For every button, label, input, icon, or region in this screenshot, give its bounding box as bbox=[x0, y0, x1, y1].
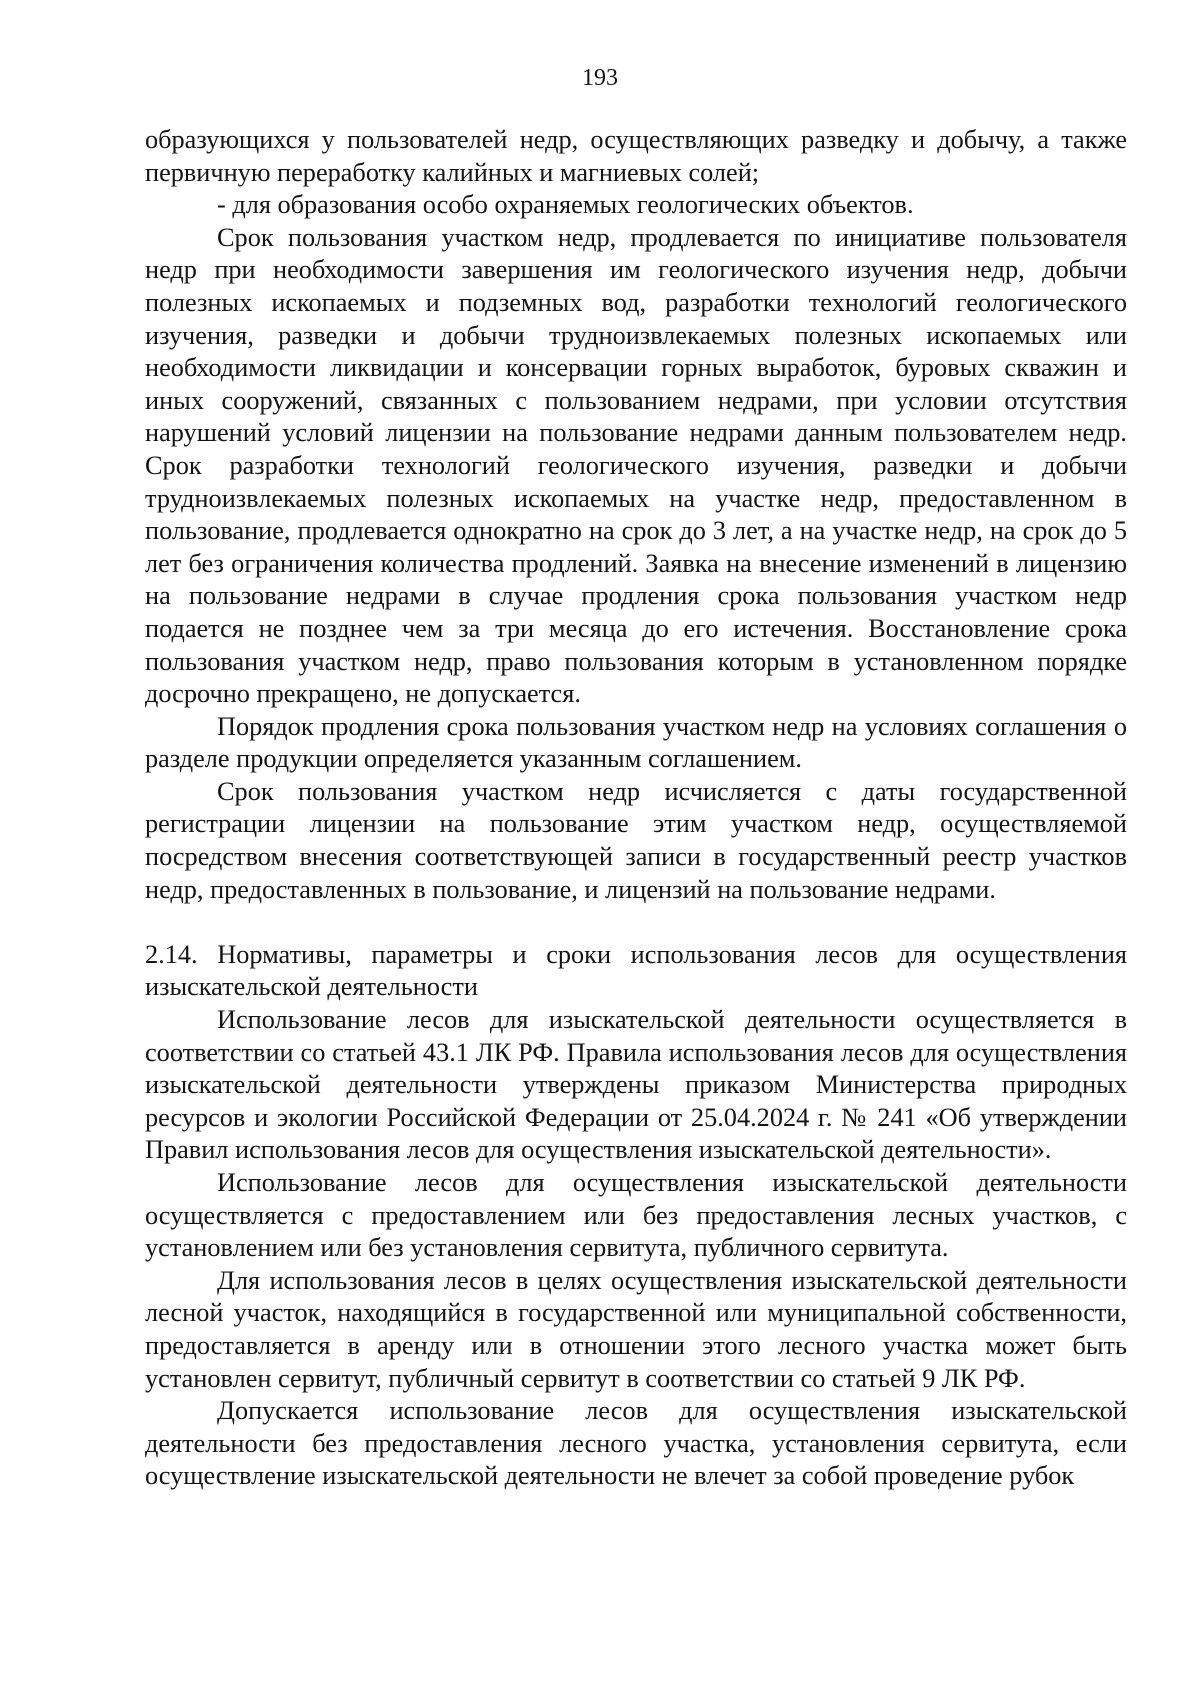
paragraph: Срок пользования участком недр, продлевается по инициативе пользователя недр при необходимости завершения им геологического изучения недр, добычи полезных ископаемых и подземных вод, разработки технологий геологического изучения, разведки и добычи трудноизвлекаемых полезных ископаемых или необходимости ликвидации и консервации горных выработок, буровых скважин и иных сооружений, связанных с пользованием недрами, при условии отсутствия нарушений условий лицензии на пользование недрами данным пользователем недр. Срок разработки технологий геологического изучения, разведки и добычи трудноизвлекаемых полезных ископаемых на участке недр, предоставленном в пользование, продлевается однократно на срок до 3 лет, а на участке недр, на срок до 5 лет без ограничения количества продлений. Заявка на внесение изменений в лицензию на пользование недрами в случае продления срока пользования участком недр подается не позднее чем за три месяца до его истечения. Восстановление срока пользования участком недр, право пользования которым в установленном порядке досрочно прекращено, не допускается. bbox=[145, 222, 1127, 709]
paragraph-continuation: образующихся у пользователей недр, осуществляющих разведку и добычу, а также первичную переработку калийных и магниевых солей; bbox=[145, 125, 1127, 187]
paragraph: Срок пользования участком недр исчисляется с даты государственной регистрации лицензии на пользование этим участком недр, осуществляемой посредством внесения соответствующей записи в государственный реестр участков недр, предоставленных в пользование, и лицензий на пользование недрами. bbox=[145, 776, 1127, 904]
paragraph: Использование лесов для осуществления изыскательской деятельности осуществляется с предоставлением или без предоставления лесных участков, с установлением или без установления сервитута, публичного сервитута. bbox=[145, 1168, 1127, 1263]
document-body bbox=[145, 124, 1127, 1493]
paragraph: Порядок продления срока пользования участком недр на условиях соглашения о разделе продукции определяется указанным соглашением. bbox=[145, 711, 1127, 774]
page-number: 193 bbox=[582, 65, 618, 91]
paragraph: Использование лесов для изыскательской деятельности осуществляется в соответствии со статьей 43.1 ЛК РФ. Правила использования лесов для осуществления изыскательской деятельности утверждены приказом Министерства природных ресурсов и экологии Российской Федерации от 25.04.2024 г. № 241 «Об утверждении Правил использования лесов для осуществления изыскательской деятельности». bbox=[145, 1005, 1127, 1165]
list-item: - для образования особо охраняемых геологических объектов. bbox=[217, 190, 914, 220]
section-heading: 2.14. Нормативы, параметры и сроки использования лесов для осуществления изыскательской деятельности bbox=[145, 939, 1127, 1002]
paragraph: Для использования лесов в целях осуществления изыскательской деятельности лесной участок, находящийся в государственной или муниципальной собственности, предоставляется в аренду или в отношении этого лесного участка может быть установлен сервитут, публичный сервитут в соответствии со статьей 9 ЛК РФ. bbox=[145, 1265, 1127, 1393]
paragraph: Допускается использование лесов для осуществления изыскательской деятельности без предоставления лесного участка, установления сервитута, если осуществление изыскательской деятельности не влечет за собой проведение рубок bbox=[145, 1396, 1127, 1491]
